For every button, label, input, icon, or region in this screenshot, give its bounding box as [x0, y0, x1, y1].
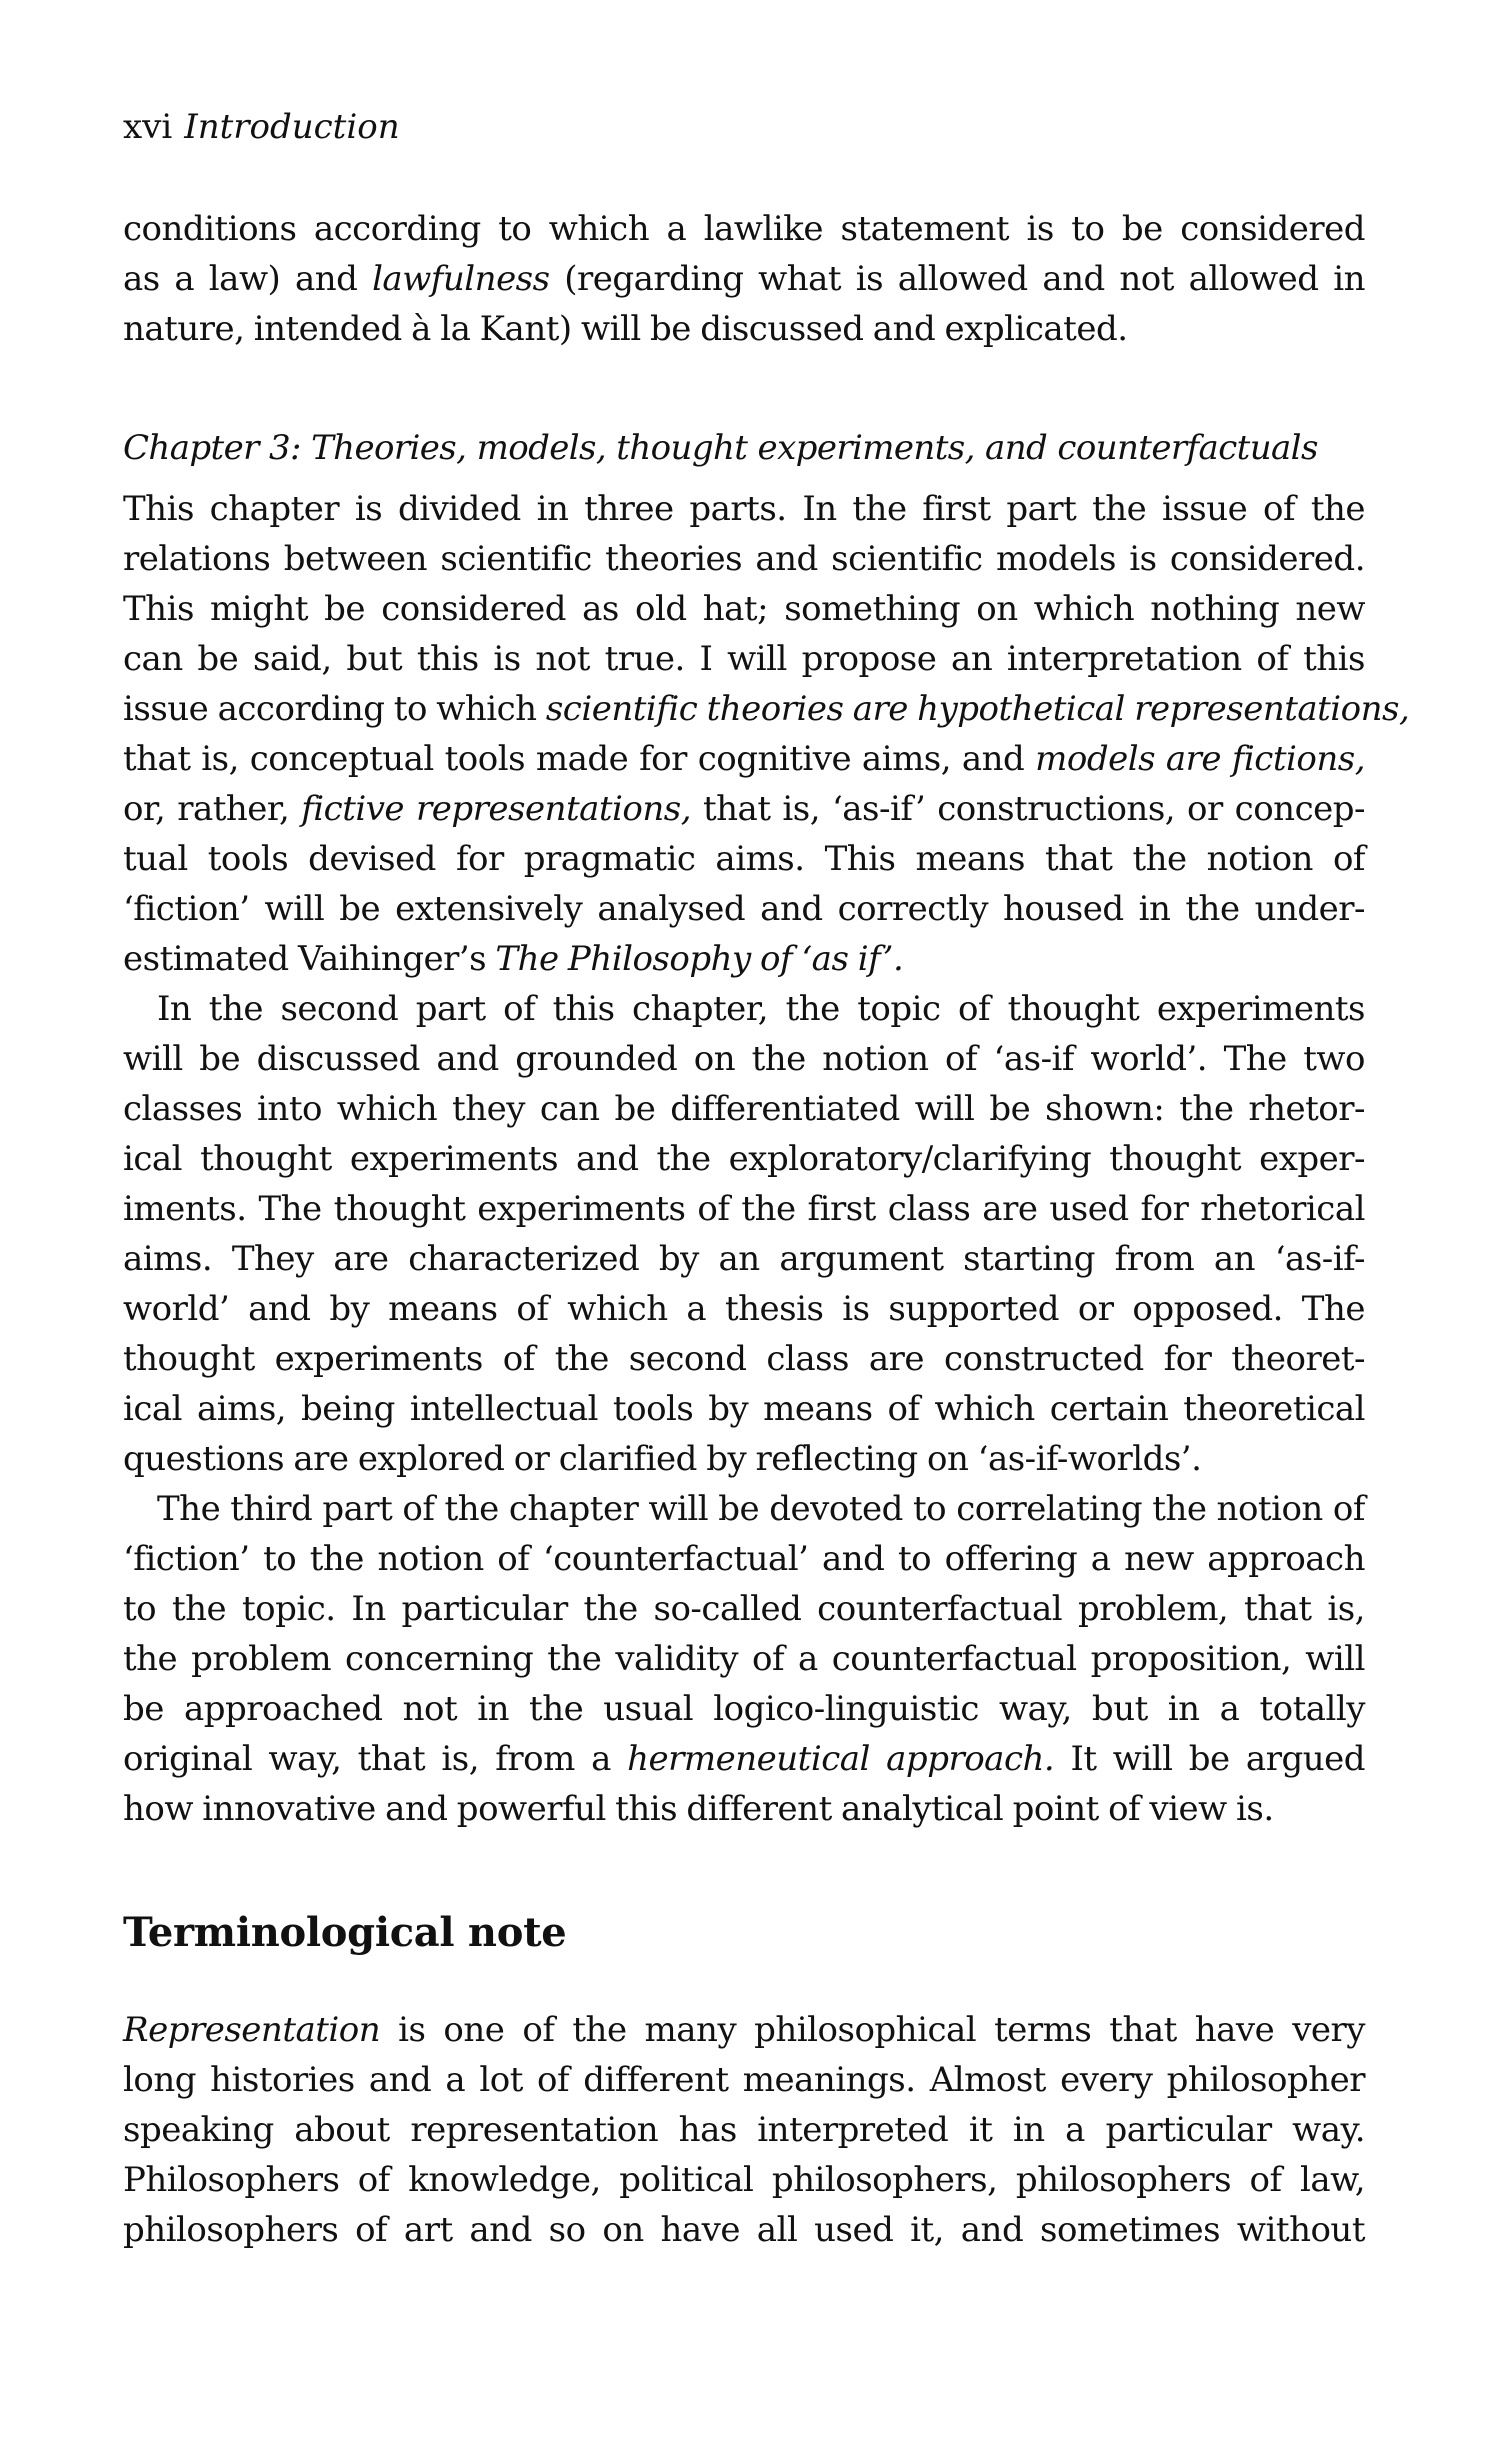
- emphasis-theories: scientific theories are hypothetical representations,: [545, 689, 1410, 729]
- text-line: as a law) and lawfulness (regarding what is allowed and not allowed in: [123, 259, 1365, 299]
- chapter-3-paragraph-3: [123, 1484, 1365, 1834]
- text-line: This might be considered as old hat; something on which nothing new: [123, 589, 1365, 629]
- text-line: can be said, but this is not true. I will propose an interpretation of this: [123, 639, 1365, 679]
- text-line: issue according to which scientific theories are hypothetical representations,: [123, 689, 1410, 729]
- text-line: be approached not in the usual logico-linguistic way, but in a totally: [123, 1689, 1365, 1729]
- text-line: or, rather, fictive representations, that is, ‘as-if’ constructions, or concep-: [123, 789, 1365, 829]
- text-line: questions are explored or clarified by reflecting on ‘as-if-worlds’.: [123, 1439, 1202, 1479]
- text-line: ‘fiction’ will be extensively analysed and correctly housed in the under-: [123, 889, 1365, 929]
- text-line: ical aims, being intellectual tools by means of which certain theoretical: [123, 1389, 1365, 1429]
- chapter-3-heading: Chapter 3: Theories, models, thought experiments, and counterfactuals: [123, 428, 1318, 468]
- running-head-title: Introduction: [184, 107, 400, 147]
- text-line: classes into which they can be differentiated will be shown: the rhetor-: [123, 1089, 1365, 1129]
- text-line: ical thought experiments and the exploratory/clarifying thought exper-: [123, 1139, 1365, 1179]
- terminological-note-heading: Terminological note: [123, 1909, 567, 1956]
- text-line: to the topic. In particular the so-called counterfactual problem, that is,: [123, 1589, 1365, 1629]
- chapter-3-paragraph-1: [123, 484, 1410, 984]
- text-line: The third part of the chapter will be devoted to correlating the notion of: [157, 1489, 1365, 1529]
- text-line: philosophers of art and so on have all used it, and sometimes without: [123, 2210, 1365, 2250]
- text-line: that is, conceptual tools made for cognitive aims, and models are fictions,: [123, 739, 1365, 779]
- text-line: aims. They are characterized by an argument starting from an ‘as-if-: [123, 1239, 1365, 1279]
- text-line: Philosophers of knowledge, political philosophers, philosophers of law,: [123, 2160, 1365, 2200]
- terminological-note-paragraph: [123, 2005, 1365, 2255]
- text-line: conditions according to which a lawlike statement is to be considered: [123, 209, 1365, 249]
- text-line: ‘fiction’ to the notion of ‘counterfactual’ and to offering a new approach: [123, 1539, 1365, 1579]
- text-line: This chapter is divided in three parts. In the first part the issue of the: [123, 489, 1365, 529]
- text-line: thought experiments of the second class are constructed for theoret-: [123, 1339, 1365, 1379]
- text-line: nature, intended à la Kant) will be discussed and explicated.: [123, 309, 1128, 349]
- emphasis-models: models are fictions,: [1035, 739, 1365, 779]
- text-line: the problem concerning the validity of a counterfactual proposition, will: [123, 1639, 1365, 1679]
- emphasis-fictive: fictive representations,: [301, 789, 692, 829]
- chapter-3-paragraph-2: [123, 984, 1365, 1484]
- text-line: tual tools devised for pragmatic aims. This means that the notion of: [123, 839, 1365, 879]
- running-head: [123, 105, 400, 149]
- page-number: xvi: [123, 107, 173, 147]
- text-line: will be discussed and grounded on the notion of ‘as-if world’. The two: [123, 1039, 1365, 1079]
- emphasis-hermeneutical: hermeneutical approach.: [627, 1739, 1055, 1779]
- text-line: Representation is one of the many philosophical terms that have very: [123, 2010, 1365, 2050]
- book-title-vaihinger: The Philosophy of ‘as if’.: [495, 939, 904, 979]
- paragraph-continuation: [123, 204, 1365, 354]
- emphasis-representation: Representation: [123, 2010, 381, 2050]
- text-line: In the second part of this chapter, the topic of thought experiments: [157, 989, 1365, 1029]
- emphasis-lawfulness: lawfulness: [372, 259, 550, 299]
- text-line: relations between scientific theories and scientific models is considered.: [123, 539, 1365, 579]
- text-line: long histories and a lot of different meanings. Almost every philosopher: [123, 2060, 1365, 2100]
- text-line: how innovative and powerful this different analytical point of view is.: [123, 1789, 1274, 1829]
- text-line: speaking about representation has interpreted it in a particular way.: [123, 2110, 1365, 2150]
- text-line: original way, that is, from a hermeneutical approach. It will be argued: [123, 1739, 1365, 1779]
- text-line: iments. The thought experiments of the first class are used for rhetorical: [123, 1189, 1365, 1229]
- text-line: estimated Vaihinger’s The Philosophy of ‘as if’.: [123, 939, 904, 979]
- text-line: world’ and by means of which a thesis is supported or opposed. The: [123, 1289, 1365, 1329]
